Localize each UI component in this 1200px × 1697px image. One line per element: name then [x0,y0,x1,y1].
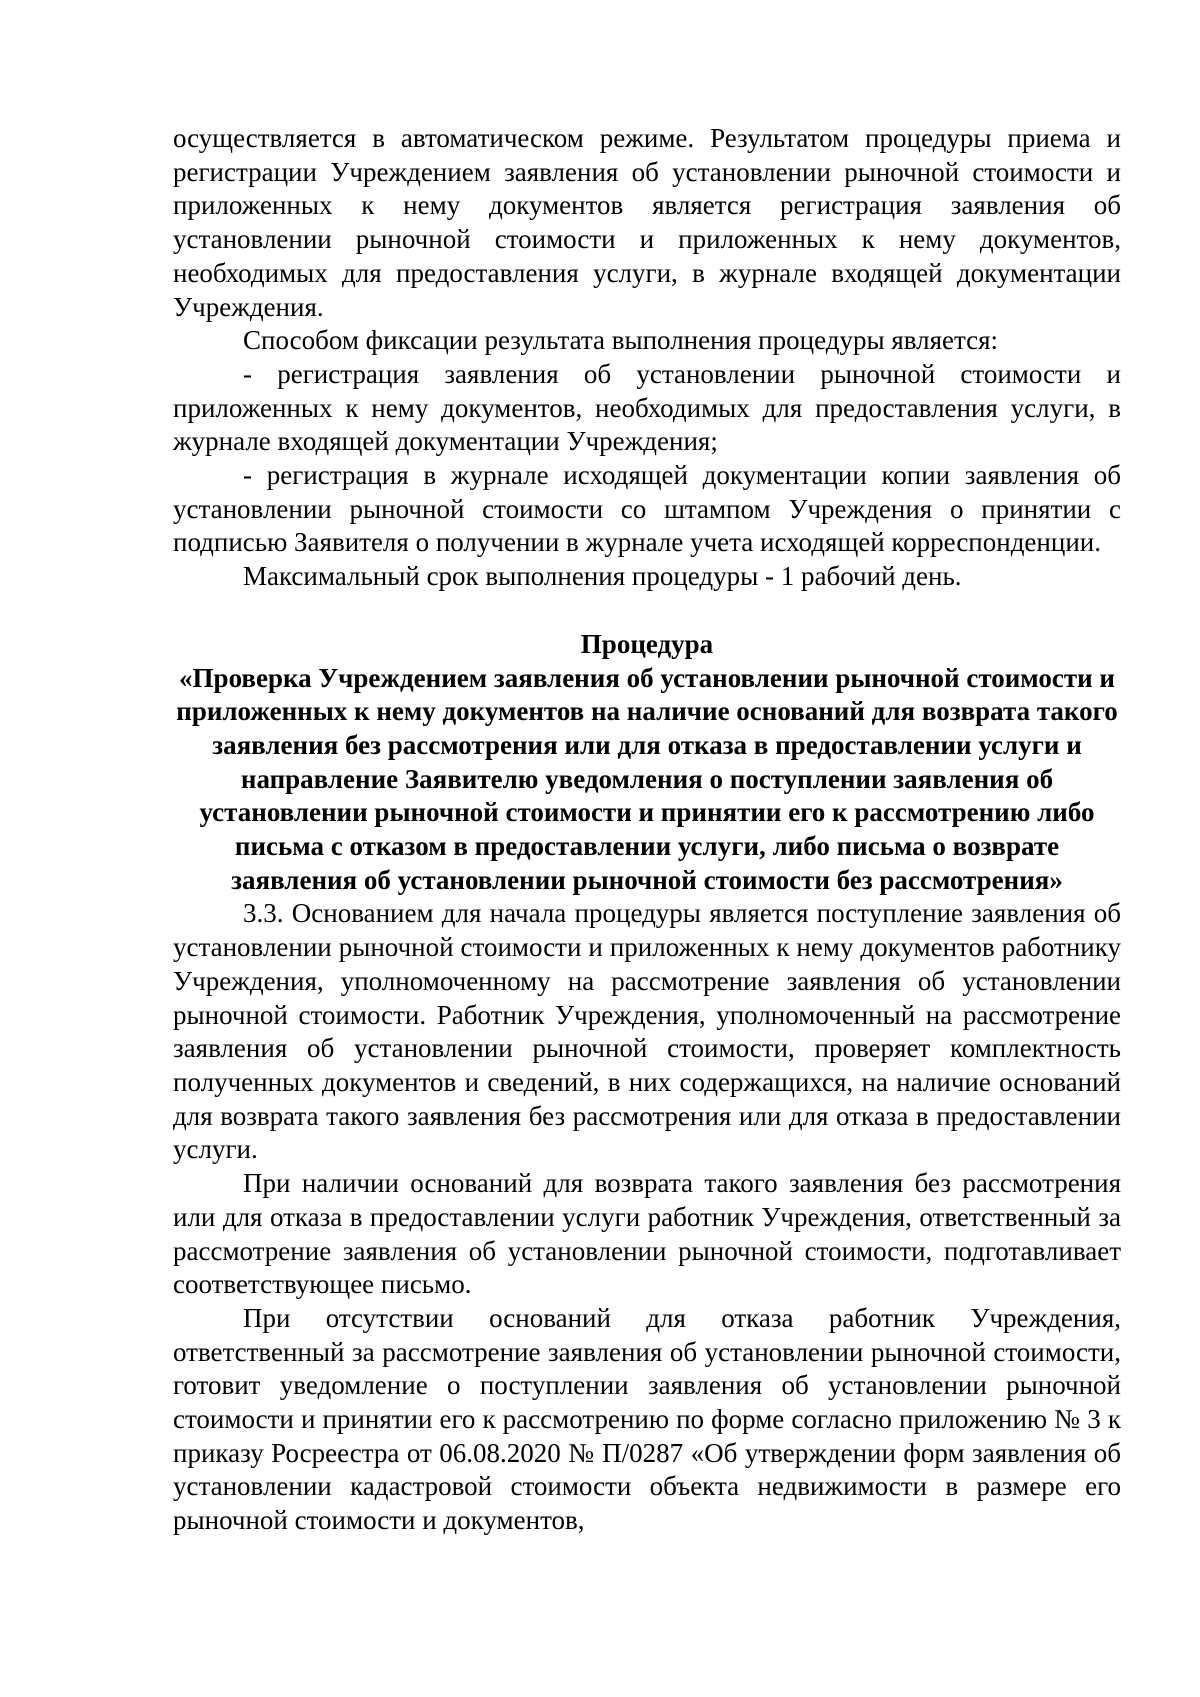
list-item-registration-outgoing: - регистрация в журнале исходящей документации копии заявления об установлении рыночной стоимости со штампом Учреждения о принятии с подписью Заявителя о получении в журнале учета исходящей корреспонденции. [173,460,1121,558]
paragraph-grounds-present: При наличии оснований для возврата такого заявления без рассмотрения или для отказа в предоставлении услуги работник Учреждения, ответственный за рассмотрение заявления об установлении рыночной стоимости, подготавливает соответствующее письмо. [173,1168,1121,1300]
paragraph-fixation-method: Способом фиксации результата выполнения процедуры является: [243,325,999,356]
document-page [173,122,1121,1538]
paragraph-grounds-absent: При отсутствии оснований для отказа работник Учреждения, ответственный за рассмотрение заявления об установлении рыночной стоимости, готовит уведомление о поступлении заявления об установлении рыночной стоимости и принятии его к рассмотрению по форме согласно приложению № 3 к приказу Росреестра от 06.08.2020 № П/0287 «Об утверждении форм заявления об установлении кадастровой стоимости объекта недвижимости в размере его рыночной стоимости и документов, [173,1302,1121,1536]
paragraph-intro: осуществляется в автоматическом режиме. Результатом процедуры приема и регистрации Учреждением заявления об установлении рыночной стоимости и приложенных к нему документов является регистрация заявления об установлении рыночной стоимости и приложенных к нему документов, необходимых для предоставления услуги, в журнале входящей документации Учреждения. [173,123,1121,322]
procedure-heading [173,628,1121,898]
list-item-registration-incoming: - регистрация заявления об установлении рыночной стоимости и приложенных к нему документов, необходимых для предоставления услуги, в журнале входящей документации Учреждения; [173,358,1121,457]
paragraph-max-term: Максимальный срок выполнения процедуры - 1 рабочий день. [243,561,962,592]
paragraph-3-3: 3.3. Основанием для начала процедуры является поступление заявления об установлении рыночной стоимости и приложенных к нему документов работнику Учреждения, уполномоченному на рассмотрение заявления об установлении рыночной стоимости. Работник Учреждения, уполномоченный на рассмотрение заявления об установлении рыночной стоимости, проверяет комплектность полученных документов и сведений, в них содержащихся, на наличие оснований для возврата такого заявления без рассмотрения или для отказа в предоставлении услуги. [173,898,1121,1165]
procedure-label: Процедура [580,628,714,659]
procedure-title: «Проверка Учреждением заявления об установлении рыночной стоимости и приложенных к нему документов на наличие оснований для возврата такого заявления без рассмотрения или для отказа в предоставлении услуги и направление Заявителю уведомления о поступлении заявления об установлении рыночной стоимости и принятии его к рассмотрению либо письма с отказом в предоставлении услуги, либо письма о возврате заявления об установлении рыночной стоимости без рассмотрения» [176,662,1118,895]
